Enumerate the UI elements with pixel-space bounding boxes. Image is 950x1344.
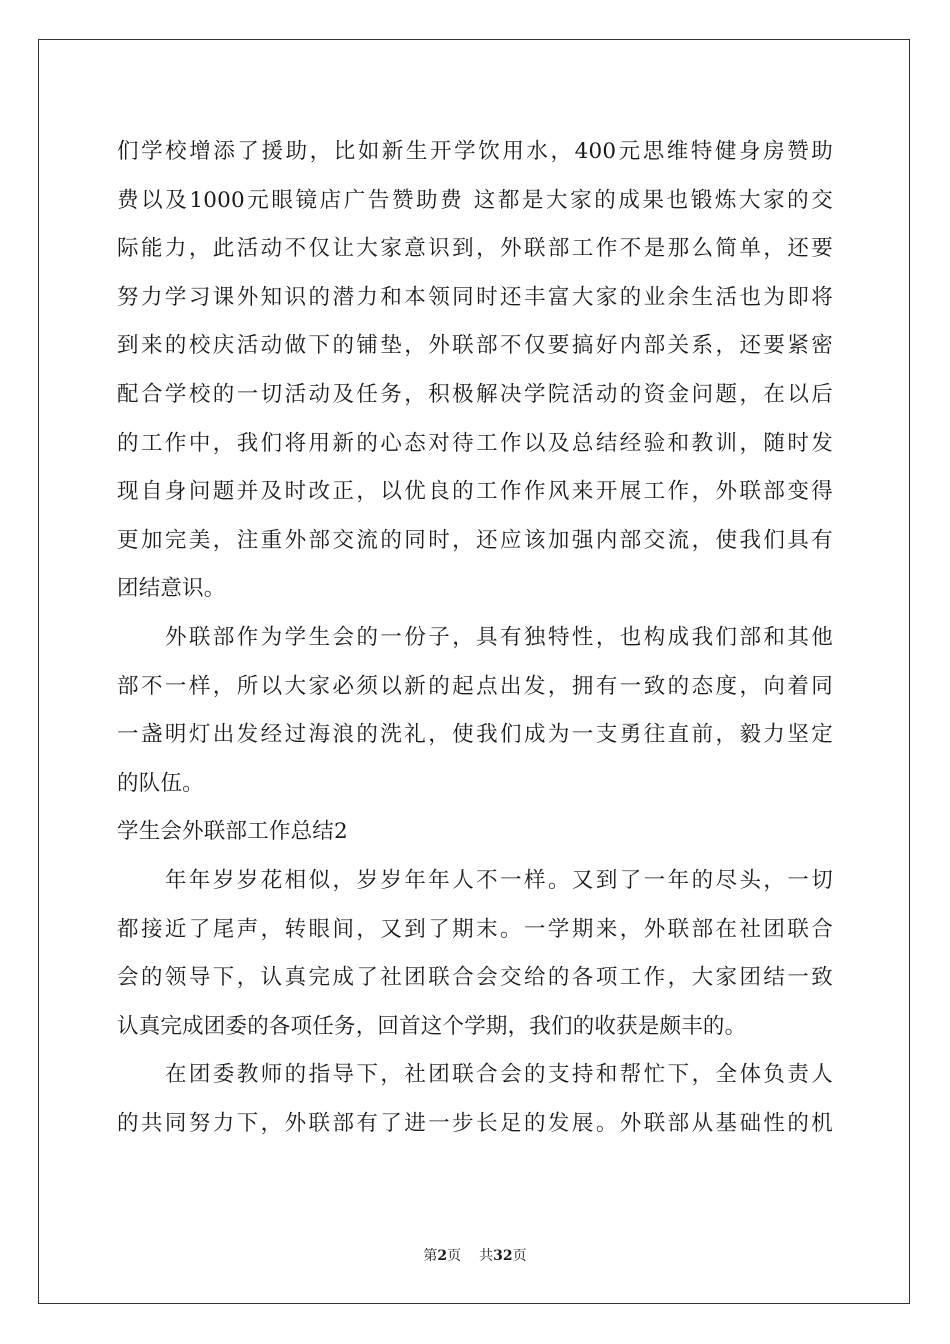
text-line: 费以及1000元眼镜店广告赞助费 这都是大家的成果也锻炼大家的交 xyxy=(117,187,833,213)
section-heading: 学生会外联部工作总结2 xyxy=(117,819,348,845)
text-line: 年年岁岁花相似，岁岁年年人不一样。又到了一年的尽头，一切 xyxy=(165,867,833,893)
text-line: 都接近了尾声，转眼间，又到了期末。一学期来，外联部在社团联合 xyxy=(117,916,833,942)
text-line: 团结意识。 xyxy=(117,576,226,602)
text-line: 到来的校庆活动做下的铺垫，外联部不仅要搞好内部关系，还要紧密 xyxy=(117,333,833,359)
footer-total-prefix: 共 xyxy=(479,1248,494,1264)
text-line: 在团委教师的指导下，社团联合会的支持和帮忙下，全体负责人 xyxy=(165,1062,833,1088)
text-line: 认真完成团委的各项任务，回首这个学期，我们的收获是颇丰的。 xyxy=(117,1013,747,1039)
text-line: 会的领导下，认真完成了社团联合会交给的各项工作，大家团结一致 xyxy=(117,965,833,991)
total-page-count: 32 xyxy=(493,1248,513,1264)
text-line: 的共同努力下，外联部有了进一步长足的发展。外联部从基础性的机 xyxy=(117,1110,833,1136)
text-line: 际能力，此活动不仅让大家意识到，外联部工作不是那么简单，还要 xyxy=(117,236,833,262)
footer-total-suffix: 页 xyxy=(512,1248,527,1264)
current-page-number: 2 xyxy=(437,1248,448,1264)
text-line: 们学校增添了援助，比如新生开学饮用水，400元思维特健身房赞助 xyxy=(117,139,833,164)
text-line: 的队伍。 xyxy=(117,770,204,796)
document-body xyxy=(117,128,833,1148)
text-line: 现自身问题并及时改正，以优良的工作作风来开展工作，外联部变得 xyxy=(117,479,833,505)
text-line: 更加完美，注重外部交流的同时，还应该加强内部交流，使我们具有 xyxy=(117,527,833,553)
text-line: 的工作中，我们将用新的心态对待工作以及总结经验和教训，随时发 xyxy=(117,430,833,456)
text-line: 外联部作为学生会的一份子，具有独特性，也构成我们部和其他 xyxy=(165,624,833,650)
text-line: 努力学习课外知识的潜力和本领同时还丰富大家的业余生活也为即将 xyxy=(117,284,833,310)
text-line: 一盏明灯出发经过海浪的洗礼，使我们成为一支勇往直前，毅力坚定 xyxy=(117,722,833,748)
footer-page-suffix: 页 xyxy=(447,1248,462,1264)
footer-prefix: 第 xyxy=(423,1248,438,1264)
text-line: 配合学校的一切活动及任务，积极解决学院活动的资金问题，在以后 xyxy=(117,381,833,407)
page-footer xyxy=(0,1245,950,1265)
text-line: 部不一样，所以大家必须以新的起点出发，拥有一致的态度，向着同 xyxy=(117,673,833,699)
